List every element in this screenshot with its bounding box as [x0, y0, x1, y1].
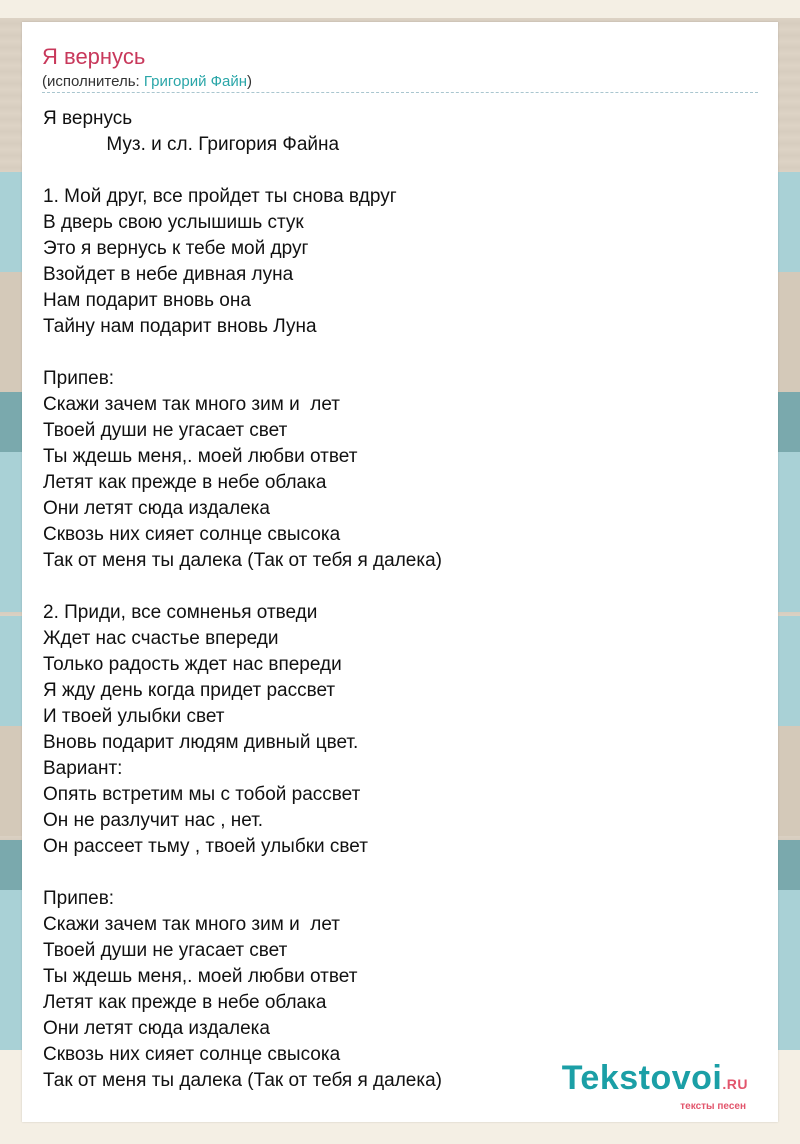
title-divider — [42, 92, 758, 93]
lyric-line: Тайну нам подарит вновь Луна — [43, 316, 317, 337]
lyric-line: Они летят сюда издалека — [43, 1018, 270, 1039]
lyric-line: Сквозь них сияет солнце свысока — [43, 1044, 341, 1065]
artist-line — [42, 73, 252, 90]
artist-suffix: ) — [247, 73, 253, 90]
lyric-line: Вновь подарит людям дивный цвет. — [43, 732, 359, 753]
site-logo[interactable] — [562, 1060, 748, 1112]
lyric-line: Они летят сюда издалека — [43, 498, 270, 519]
lyric-line: Я жду день когда придет рассвет — [43, 680, 336, 701]
lyric-line: Это я вернусь к тебе мой друг — [43, 238, 309, 259]
lyric-line: Ты ждешь меня,. моей любви ответ — [43, 446, 358, 467]
logo-suffix: .RU — [722, 1076, 748, 1092]
lyric-line: Он рассеет тьму , твоей улыбки свет — [43, 836, 368, 857]
lyric-line: 1. Мой друг, все пройдет ты снова вдруг — [43, 186, 397, 207]
lyric-line — [43, 860, 759, 886]
lyric-line: Нам подарит вновь она — [43, 290, 251, 311]
logo-tagline: тексты песен — [680, 1101, 746, 1112]
lyric-line — [43, 574, 759, 600]
artist-link[interactable]: Григорий Файн — [143, 73, 248, 90]
lyrics-card — [22, 22, 778, 1122]
artist-prefix: (исполнитель: — [42, 73, 144, 90]
lyric-line: Так от меня ты далека (Так от тебя я далека) — [43, 1070, 442, 1091]
lyric-line: Муз. и сл. Григория Файна — [43, 134, 340, 155]
lyric-line — [43, 158, 759, 184]
lyric-line: И твоей улыбки свет — [43, 706, 225, 727]
lyric-line — [43, 340, 759, 366]
lyric-line: Твоей души не угасает свет — [43, 940, 288, 961]
logo-main-text: Tekstovoi — [561, 1059, 723, 1097]
lyric-line: Опять встретим мы с тобой рассвет — [43, 784, 361, 805]
lyric-line: Скажи зачем так много зим и лет — [43, 914, 340, 935]
lyric-line: Скажи зачем так много зим и лет — [43, 394, 340, 415]
lyric-line: Только радость ждет нас впереди — [43, 654, 342, 675]
lyric-line: Припев: — [43, 888, 115, 909]
lyric-line: Я вернусь — [43, 108, 133, 129]
lyric-line: Припев: — [43, 368, 115, 389]
lyric-line: 2. Приди, все сомненья отведи — [43, 602, 318, 623]
lyric-line: Ты ждешь меня,. моей любви ответ — [43, 966, 358, 987]
lyric-line: Вариант: — [43, 758, 123, 779]
lyric-line: Летят как прежде в небе облака — [43, 472, 327, 493]
lyric-line: Взойдет в небе дивная луна — [43, 264, 294, 285]
lyric-line: Ждет нас счастье впереди — [43, 628, 279, 649]
lyric-line: В дверь свою услышишь стук — [43, 212, 304, 233]
lyrics-text — [43, 106, 759, 1094]
lyric-line: Летят как прежде в небе облака — [43, 992, 327, 1013]
lyric-line: Так от меня ты далека (Так от тебя я далека) — [43, 550, 442, 571]
lyric-line: Сквозь них сияет солнце свысока — [43, 524, 341, 545]
song-title: Я вернусь — [42, 44, 146, 69]
lyric-line: Он не разлучит нас , нет. — [43, 810, 264, 831]
lyric-line: Твоей души не угасает свет — [43, 420, 288, 441]
